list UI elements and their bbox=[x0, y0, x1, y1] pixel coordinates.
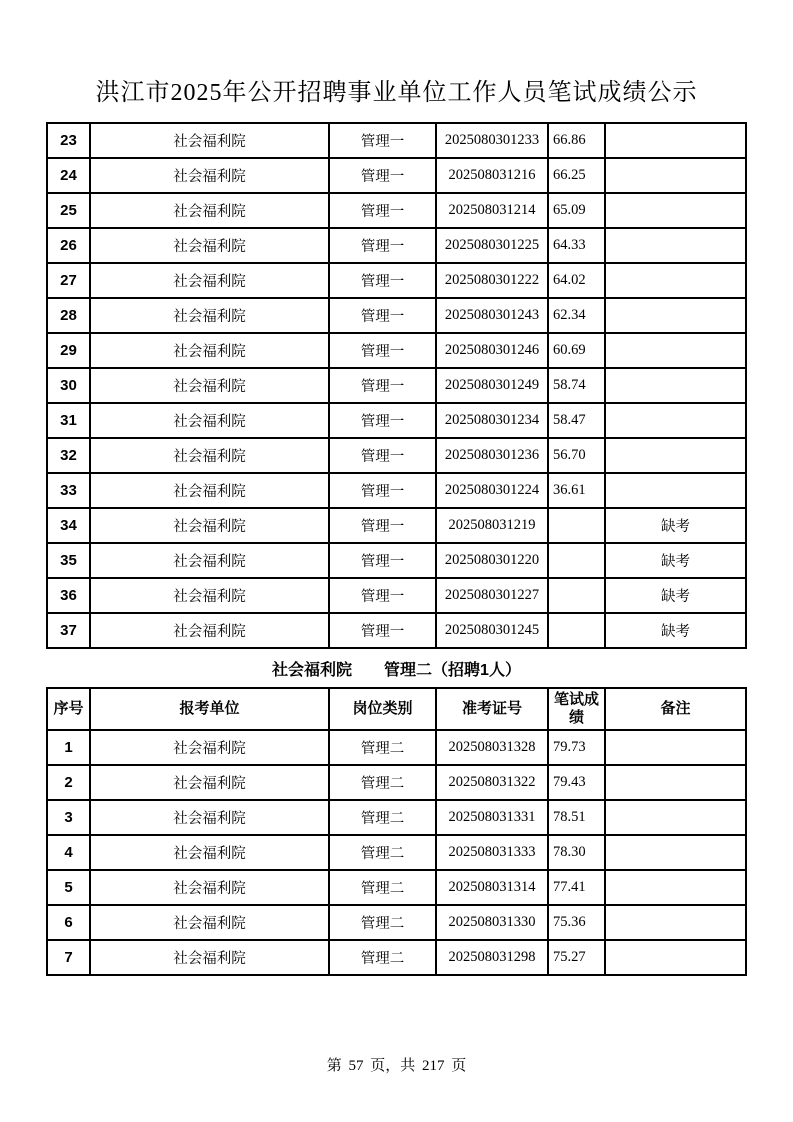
ticket-number-cell: 2025080301224 bbox=[436, 473, 548, 508]
row-number-cell: 24 bbox=[47, 158, 90, 193]
note-cell: 缺考 bbox=[605, 613, 746, 648]
header-unit: 报考单位 bbox=[90, 688, 329, 730]
ticket-number-cell: 2025080301236 bbox=[436, 438, 548, 473]
table-row bbox=[47, 403, 746, 438]
row-number-cell: 34 bbox=[47, 508, 90, 543]
table-row bbox=[47, 123, 746, 158]
unit-cell: 社会福利院 bbox=[90, 835, 329, 870]
score-cell: 60.69 bbox=[548, 333, 605, 368]
table-row bbox=[47, 193, 746, 228]
table-row bbox=[47, 765, 746, 800]
score-cell bbox=[548, 613, 605, 648]
note-cell bbox=[605, 730, 746, 765]
score-cell: 58.74 bbox=[548, 368, 605, 403]
note-cell bbox=[605, 298, 746, 333]
score-cell: 66.86 bbox=[548, 123, 605, 158]
row-number-cell: 3 bbox=[47, 800, 90, 835]
category-cell: 管理二 bbox=[329, 905, 436, 940]
note-cell: 缺考 bbox=[605, 543, 746, 578]
category-cell: 管理一 bbox=[329, 263, 436, 298]
unit-cell: 社会福利院 bbox=[90, 473, 329, 508]
ticket-number-cell: 202508031331 bbox=[436, 800, 548, 835]
unit-cell: 社会福利院 bbox=[90, 578, 329, 613]
note-cell bbox=[605, 870, 746, 905]
unit-cell: 社会福利院 bbox=[90, 368, 329, 403]
row-number-cell: 33 bbox=[47, 473, 90, 508]
score-cell: 36.61 bbox=[548, 473, 605, 508]
table-row bbox=[47, 613, 746, 648]
ticket-number-cell: 202508031328 bbox=[436, 730, 548, 765]
row-number-cell: 29 bbox=[47, 333, 90, 368]
unit-cell: 社会福利院 bbox=[90, 263, 329, 298]
results-table-guanli-2 bbox=[46, 687, 747, 976]
category-cell: 管理一 bbox=[329, 158, 436, 193]
header-note: 备注 bbox=[605, 688, 746, 730]
category-cell: 管理二 bbox=[329, 730, 436, 765]
ticket-number-cell: 2025080301246 bbox=[436, 333, 548, 368]
note-cell bbox=[605, 765, 746, 800]
row-number-cell: 1 bbox=[47, 730, 90, 765]
unit-cell: 社会福利院 bbox=[90, 730, 329, 765]
score-cell: 66.25 bbox=[548, 158, 605, 193]
table-row bbox=[47, 543, 746, 578]
note-cell bbox=[605, 473, 746, 508]
ticket-number-cell: 202508031219 bbox=[436, 508, 548, 543]
category-cell: 管理二 bbox=[329, 800, 436, 835]
score-cell: 62.34 bbox=[548, 298, 605, 333]
ticket-number-cell: 2025080301222 bbox=[436, 263, 548, 298]
results-table-guanli-1 bbox=[46, 122, 747, 649]
unit-cell: 社会福利院 bbox=[90, 543, 329, 578]
note-cell: 缺考 bbox=[605, 508, 746, 543]
note-cell bbox=[605, 905, 746, 940]
note-cell bbox=[605, 263, 746, 298]
row-number-cell: 7 bbox=[47, 940, 90, 975]
unit-cell: 社会福利院 bbox=[90, 800, 329, 835]
score-cell: 56.70 bbox=[548, 438, 605, 473]
note-cell bbox=[605, 228, 746, 263]
category-cell: 管理二 bbox=[329, 870, 436, 905]
unit-cell: 社会福利院 bbox=[90, 870, 329, 905]
ticket-number-cell: 202508031322 bbox=[436, 765, 548, 800]
category-cell: 管理一 bbox=[329, 438, 436, 473]
unit-cell: 社会福利院 bbox=[90, 438, 329, 473]
section-title-guanli-2: 社会福利院 管理二（招聘1人） bbox=[272, 662, 521, 679]
ticket-number-cell: 202508031333 bbox=[436, 835, 548, 870]
unit-cell: 社会福利院 bbox=[90, 403, 329, 438]
ticket-number-cell: 202508031214 bbox=[436, 193, 548, 228]
score-cell: 58.47 bbox=[548, 403, 605, 438]
row-number-cell: 2 bbox=[47, 765, 90, 800]
unit-cell: 社会福利院 bbox=[90, 333, 329, 368]
note-cell bbox=[605, 123, 746, 158]
table-row bbox=[47, 473, 746, 508]
category-cell: 管理一 bbox=[329, 193, 436, 228]
note-cell: 缺考 bbox=[605, 578, 746, 613]
category-cell: 管理二 bbox=[329, 765, 436, 800]
table-row bbox=[47, 940, 746, 975]
row-number-cell: 6 bbox=[47, 905, 90, 940]
ticket-number-cell: 202508031216 bbox=[436, 158, 548, 193]
row-number-cell: 32 bbox=[47, 438, 90, 473]
table-row bbox=[47, 578, 746, 613]
category-cell: 管理一 bbox=[329, 298, 436, 333]
note-cell bbox=[605, 158, 746, 193]
row-number-cell: 26 bbox=[47, 228, 90, 263]
score-cell: 64.33 bbox=[548, 228, 605, 263]
category-cell: 管理一 bbox=[329, 613, 436, 648]
unit-cell: 社会福利院 bbox=[90, 298, 329, 333]
table-row bbox=[47, 835, 746, 870]
unit-cell: 社会福利院 bbox=[90, 228, 329, 263]
category-cell: 管理一 bbox=[329, 333, 436, 368]
table-row bbox=[47, 870, 746, 905]
score-cell bbox=[548, 578, 605, 613]
unit-cell: 社会福利院 bbox=[90, 613, 329, 648]
category-cell: 管理一 bbox=[329, 228, 436, 263]
row-number-cell: 37 bbox=[47, 613, 90, 648]
row-number-cell: 23 bbox=[47, 123, 90, 158]
table-row bbox=[47, 368, 746, 403]
ticket-number-cell: 202508031330 bbox=[436, 905, 548, 940]
table-row bbox=[47, 228, 746, 263]
page-footer: 第 57 页，共 217 页 bbox=[326, 1058, 467, 1074]
category-cell: 管理一 bbox=[329, 368, 436, 403]
unit-cell: 社会福利院 bbox=[90, 193, 329, 228]
table-row bbox=[47, 263, 746, 298]
category-cell: 管理二 bbox=[329, 940, 436, 975]
score-cell: 79.73 bbox=[548, 730, 605, 765]
ticket-number-cell: 2025080301227 bbox=[436, 578, 548, 613]
table-header-row bbox=[47, 688, 746, 730]
score-cell bbox=[548, 543, 605, 578]
note-cell bbox=[605, 368, 746, 403]
note-cell bbox=[605, 403, 746, 438]
table-row bbox=[47, 905, 746, 940]
table-row bbox=[47, 298, 746, 333]
row-number-cell: 27 bbox=[47, 263, 90, 298]
unit-cell: 社会福利院 bbox=[90, 123, 329, 158]
score-cell: 75.27 bbox=[548, 940, 605, 975]
table-row bbox=[47, 800, 746, 835]
row-number-cell: 36 bbox=[47, 578, 90, 613]
unit-cell: 社会福利院 bbox=[90, 508, 329, 543]
unit-cell: 社会福利院 bbox=[90, 765, 329, 800]
category-cell: 管理一 bbox=[329, 543, 436, 578]
header-ticket-number: 准考证号 bbox=[436, 688, 548, 730]
category-cell: 管理一 bbox=[329, 473, 436, 508]
score-cell: 78.51 bbox=[548, 800, 605, 835]
score-cell: 77.41 bbox=[548, 870, 605, 905]
score-cell bbox=[548, 508, 605, 543]
row-number-cell: 5 bbox=[47, 870, 90, 905]
score-cell: 79.43 bbox=[548, 765, 605, 800]
ticket-number-cell: 2025080301233 bbox=[436, 123, 548, 158]
category-cell: 管理一 bbox=[329, 578, 436, 613]
table-row bbox=[47, 438, 746, 473]
category-cell: 管理一 bbox=[329, 123, 436, 158]
table-row bbox=[47, 158, 746, 193]
row-number-cell: 4 bbox=[47, 835, 90, 870]
score-cell: 78.30 bbox=[548, 835, 605, 870]
ticket-number-cell: 2025080301234 bbox=[436, 403, 548, 438]
note-cell bbox=[605, 940, 746, 975]
category-cell: 管理一 bbox=[329, 403, 436, 438]
table-row bbox=[47, 730, 746, 765]
row-number-cell: 25 bbox=[47, 193, 90, 228]
note-cell bbox=[605, 800, 746, 835]
row-number-cell: 35 bbox=[47, 543, 90, 578]
unit-cell: 社会福利院 bbox=[90, 158, 329, 193]
ticket-number-cell: 202508031314 bbox=[436, 870, 548, 905]
note-cell bbox=[605, 438, 746, 473]
note-cell bbox=[605, 835, 746, 870]
header-row-number: 序号 bbox=[47, 688, 90, 730]
ticket-number-cell: 2025080301245 bbox=[436, 613, 548, 648]
page-title: 洪江市2025年公开招聘事业单位工作人员笔试成绩公示 bbox=[95, 80, 698, 106]
ticket-number-cell: 2025080301225 bbox=[436, 228, 548, 263]
ticket-number-cell: 202508031298 bbox=[436, 940, 548, 975]
table-row bbox=[47, 333, 746, 368]
unit-cell: 社会福利院 bbox=[90, 905, 329, 940]
row-number-cell: 30 bbox=[47, 368, 90, 403]
note-cell bbox=[605, 193, 746, 228]
row-number-cell: 28 bbox=[47, 298, 90, 333]
ticket-number-cell: 2025080301220 bbox=[436, 543, 548, 578]
header-score: 笔试成绩 bbox=[548, 688, 605, 730]
unit-cell: 社会福利院 bbox=[90, 940, 329, 975]
score-cell: 65.09 bbox=[548, 193, 605, 228]
score-cell: 64.02 bbox=[548, 263, 605, 298]
table-row bbox=[47, 508, 746, 543]
category-cell: 管理二 bbox=[329, 835, 436, 870]
ticket-number-cell: 2025080301243 bbox=[436, 298, 548, 333]
category-cell: 管理一 bbox=[329, 508, 436, 543]
ticket-number-cell: 2025080301249 bbox=[436, 368, 548, 403]
score-cell: 75.36 bbox=[548, 905, 605, 940]
row-number-cell: 31 bbox=[47, 403, 90, 438]
header-category: 岗位类别 bbox=[329, 688, 436, 730]
note-cell bbox=[605, 333, 746, 368]
